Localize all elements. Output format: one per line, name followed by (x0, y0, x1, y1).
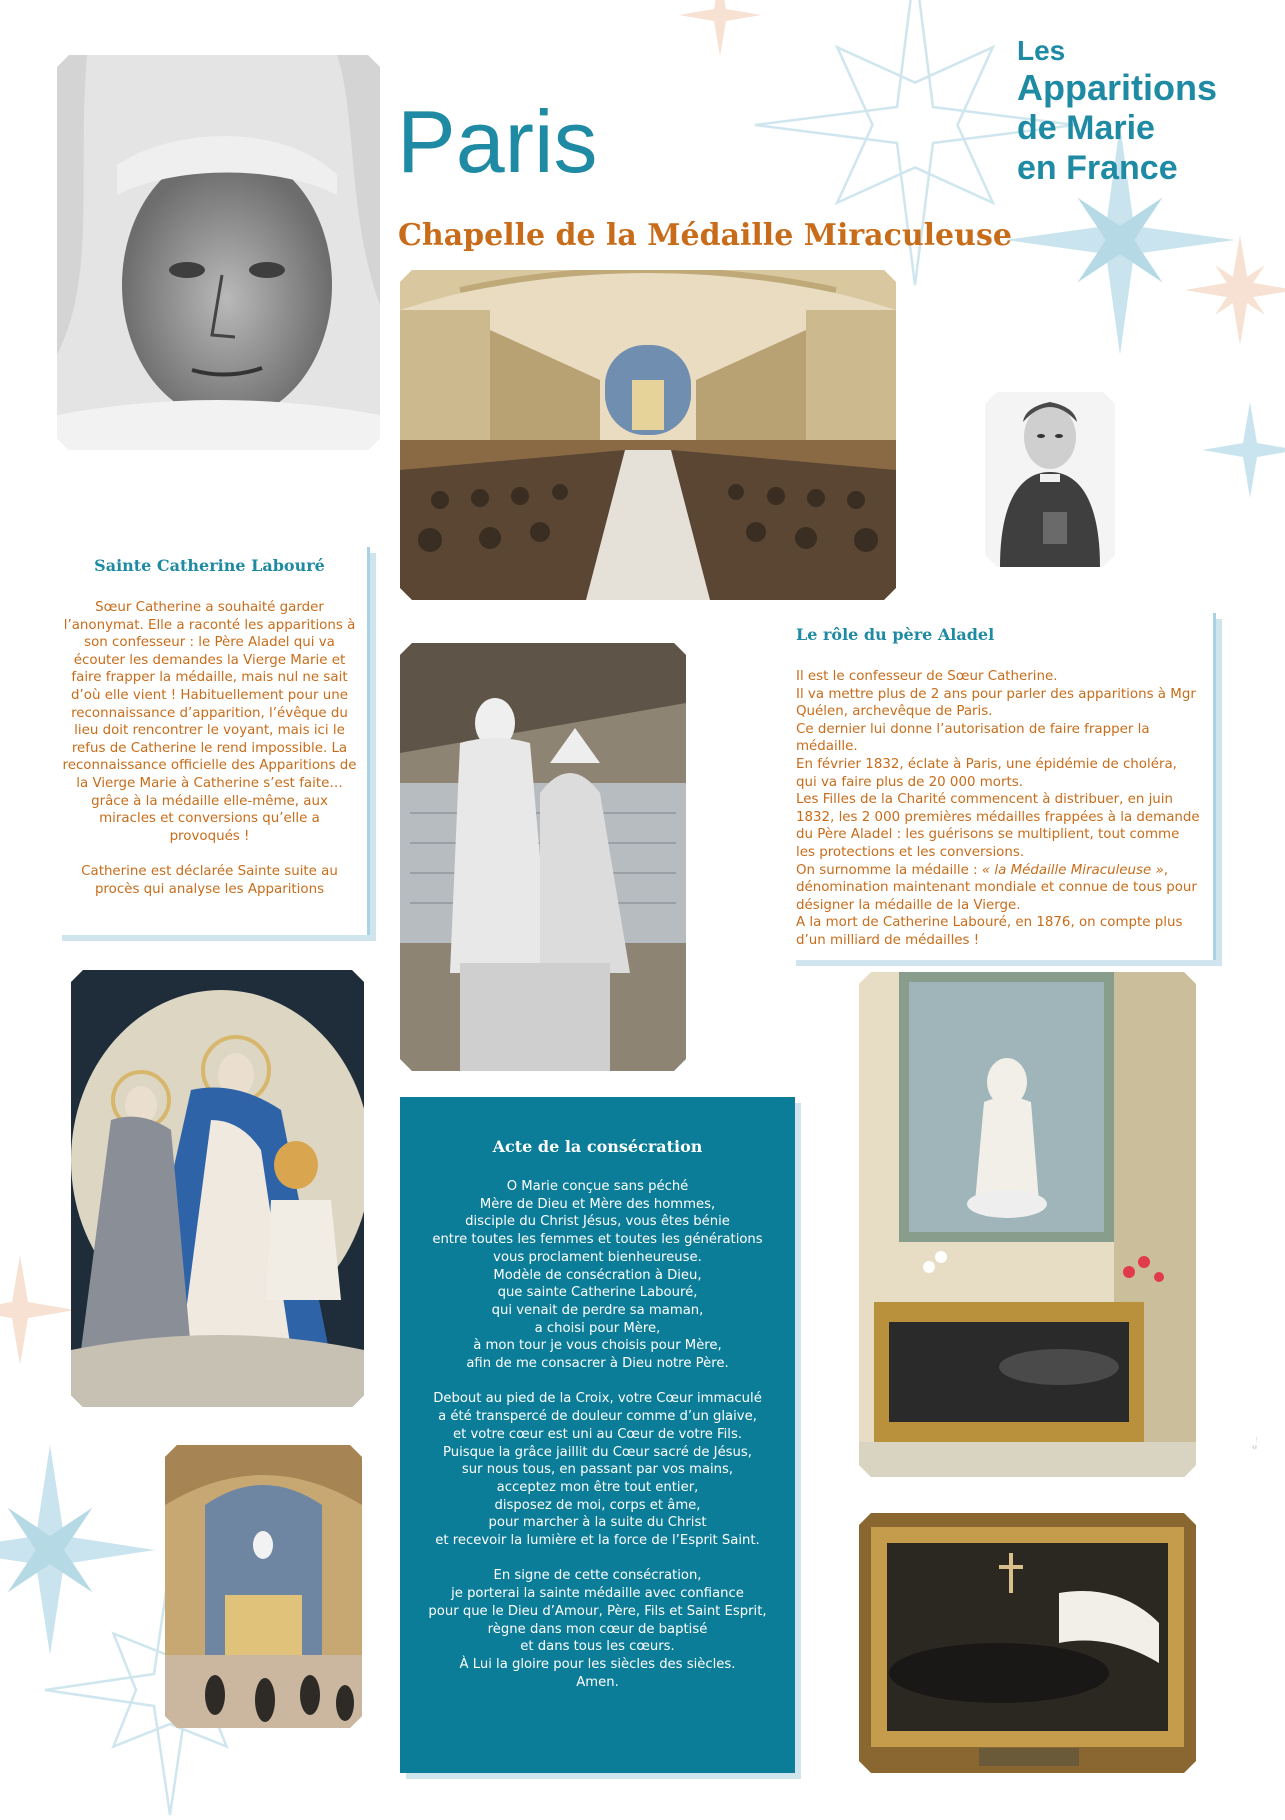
panel-aladel-line: Il va mettre plus de 2 ans pour parler des apparitions à Mgr Quélen, archevêque de Paris. (796, 686, 1196, 720)
panel-consecration-title: Acte de la consécration (492, 1137, 703, 1156)
series-title-line: Apparitions (1017, 67, 1218, 108)
decor-star-blue-mid-right (1200, 400, 1285, 500)
verse-line: a choisi pour Mère, (534, 1320, 661, 1336)
panel-aladel-title: Le rôle du père Aladel (796, 625, 995, 644)
verse-line: et dans tous les cœurs. (520, 1639, 675, 1655)
decor-star-peach-left (0, 1250, 80, 1370)
verse-line: disposez de moi, corps et âme, (494, 1497, 701, 1513)
page-subtitle: Chapelle de la Médaille Miraculeuse (398, 218, 1012, 253)
panel-aladel-line: Les Filles de la Charité commencent à distribuer, en juin 1832, les 2 000 premières médailles frappées à la demande du Père Aladel : les guérisons se multiplient, tout comme les protections et les conversions. (796, 792, 1200, 860)
panel-aladel-line (796, 862, 1201, 915)
photo-catherine-portrait (57, 55, 380, 450)
verse-line: pour marcher à la suite du Christ (488, 1515, 707, 1531)
verse-line: règne dans mon cœur de baptisé (487, 1621, 708, 1637)
photo-shrine-altar (859, 972, 1196, 1477)
photo-chapel-interior (400, 270, 896, 600)
decor-star-peach-right (1180, 230, 1285, 350)
photo-fresco (71, 970, 364, 1407)
verse-line: entre toutes les femmes et toutes les générations (432, 1232, 763, 1248)
verse-line: En signe de cette consécration, (493, 1568, 702, 1584)
panel-catherine-title: Sainte Catherine Labouré (94, 556, 325, 575)
verse-line: Puisque la grâce jaillit du Cœur sacré de Jésus, (443, 1444, 752, 1460)
panel-aladel-line: En février 1832, éclate à Paris, une épidémie de choléra, qui va faire plus de 20 000 morts. (796, 756, 1177, 790)
verse-line: a été transpercé de douleur comme d’un glaive, (438, 1409, 757, 1425)
panel-aladel-line: Ce dernier lui donne l’autorisation de faire frapper la médaille. (796, 721, 1150, 755)
decor-star-peach-top (660, 0, 780, 60)
verse-line: à mon tour je vous choisis pour Mère, (473, 1338, 722, 1354)
series-title-line: en France (1017, 149, 1178, 187)
photo-credit: © ... (1252, 1436, 1259, 1450)
page-title: Paris (397, 92, 598, 191)
photo-father-aladel (985, 392, 1115, 567)
verse-line: afin de me consacrer à Dieu notre Père. (466, 1356, 729, 1372)
consecration-stanza-1 (400, 1178, 795, 1373)
verse-line: Modèle de consécration à Dieu, (493, 1267, 702, 1283)
photo-reliquary (859, 1513, 1196, 1773)
consecration-verses (400, 1178, 795, 1691)
verse-line: sur nous tous, en passant par vos mains, (461, 1462, 734, 1478)
verse-line: Mère de Dieu et Mère des hommes, (479, 1196, 716, 1212)
verse-line: acceptez mon être tout entier, (496, 1479, 699, 1495)
verse-line: Debout au pied de la Croix, votre Cœur immaculé (433, 1391, 762, 1407)
panel-aladel-line: Il est le confesseur de Sœur Catherine. (796, 669, 1058, 684)
verse-line: Amen. (576, 1674, 619, 1690)
verse-line: vous proclament bienheureuse. (493, 1249, 702, 1265)
medal-nickname-prefix: On surnomme la médaille : (796, 862, 982, 878)
photo-chapel-altar (165, 1445, 362, 1728)
verse-line: À Lui la gloire pour les siècles des siècles. (459, 1656, 736, 1672)
consecration-stanza-3 (400, 1567, 795, 1691)
consecration-stanza-2 (400, 1390, 795, 1549)
verse-line: disciple du Christ Jésus, vous êtes bénie (465, 1214, 730, 1230)
verse-line: et recevoir la lumière et la force de l’Esprit Saint. (435, 1533, 760, 1549)
panel-catherine-paragraph: Catherine est déclarée Sainte suite au procès qui analyse les Apparitions (81, 863, 338, 897)
series-title-line: Les (1017, 35, 1066, 66)
verse-line: qui venait de perdre sa maman, (491, 1302, 704, 1318)
verse-line: pour que le Dieu d’Amour, Père, Fils et Saint Esprit, (428, 1603, 767, 1619)
verse-line: O Marie conçue sans péché (506, 1179, 689, 1194)
verse-line: et votre cœur est uni au Cœur de votre Fils. (452, 1426, 743, 1442)
panel-aladel (790, 613, 1216, 960)
medal-nickname: « la Médaille Miraculeuse » (981, 862, 1164, 878)
photo-statue (400, 643, 686, 1071)
panel-catherine-paragraph: Sœur Catherine a souhaité garder l’anonymat. Elle a raconté les apparitions à son confesseur : le Père Aladel qui va écouter les demandes la Vierge Marie et faire frapper la médaille, mais nul ne sait d’où elle vient ! Habituellement pour une reconnaissance d’apparition, l’évêque du lieu doit rencontrer le voyant, mais ici le refus de Catherine le rend impossible. La reconnaissance officielle des Apparitions de la Vierge Marie à Catherine s’est faite… grâce à la médaille elle-même, aux miracles et conversions qu’elle a provoqués ! (62, 600, 357, 844)
series-title (1017, 34, 1257, 188)
panel-aladel-line: A la mort de Catherine Labouré, en 1876, on compte plus d’un milliard de médailles ! (796, 915, 1183, 948)
medal-nickname-suffix: , dénomination maintenant mondiale et connue de tous pour désigner la médaille de la Vierge. (796, 862, 1197, 913)
verse-line: que sainte Catherine Labouré, (497, 1285, 698, 1301)
panel-aladel-body (796, 668, 1201, 950)
verse-line: je porterai la sainte médaille avec confiance (451, 1586, 744, 1602)
series-title-line: de Marie (1017, 109, 1155, 147)
panel-catherine-body (62, 599, 357, 898)
panel-catherine (56, 547, 370, 935)
panel-consecration (400, 1097, 795, 1773)
